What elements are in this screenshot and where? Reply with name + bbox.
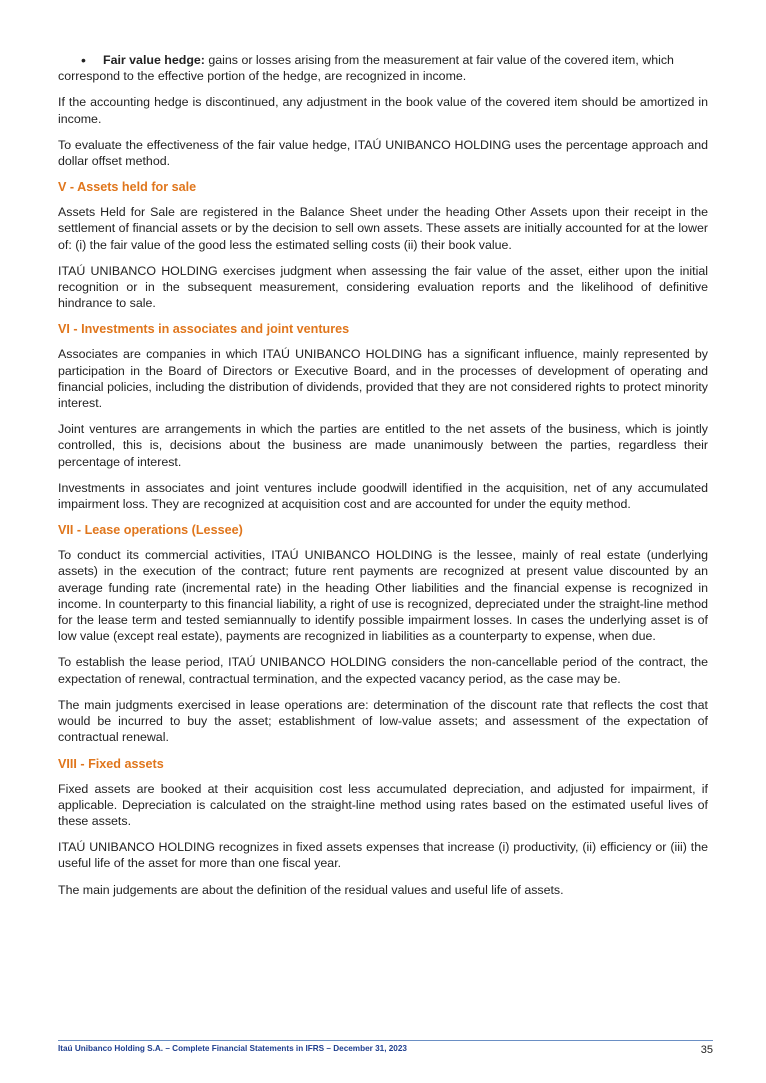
section-paragraph: The main judgments exercised in lease operations are: determination of the discount rate that reflects the cost that would be incurred to buy the asset; establishment of low-value assets; and assessment of the expectation of contractual renewal. — [58, 697, 708, 745]
section-paragraph: Associates are companies in which ITAÚ UNIBANCO HOLDING has a significant influence, mainly represented by participation in the Board of Directors or Executive Board, and in the processes of development of operating and financial policies, including the distribution of dividends, provided that they are not considered rights to protect minority interest. — [58, 347, 708, 411]
section-paragraph: To establish the lease period, ITAÚ UNIBANCO HOLDING considers the non-cancellable period of the contract, the expectation of renewal, contractual termination, and the expected vacancy period, as the case may be. — [58, 655, 708, 686]
page-footer — [58, 1040, 713, 1056]
section-paragraph: ITAÚ UNIBANCO HOLDING recognizes in fixed assets expenses that increase (i) productivity, (ii) efficiency or (iii) the useful life of the asset for more than one fiscal year. — [58, 840, 708, 871]
bullet-icon: • — [81, 52, 86, 68]
footer-text: Itaú Unibanco Holding S.A. – Complete Financial Statements in IFRS – December 31, 2023 — [58, 1044, 407, 1053]
section-paragraph: To conduct its commercial activities, ITAÚ UNIBANCO HOLDING is the lessee, mainly of real estate (underlying assets) in the execution of the contract; future rent payments are recognized at present value discounted by an average funding rate (incremental rate) in the heading Other liabilities and the financial expense is recognized in income. In counterparty to this financial liability, a right of use is recognized, depreciated under the straight-line method for the lease term and tested semiannually to identify possible impairment losses. In cases the underlying asset is of low value (except real estate), payments are recognized in liabilities as a counterparty to expense, when due. — [58, 548, 708, 644]
intro-paragraph: To evaluate the effectiveness of the fair value hedge, ITAÚ UNIBANCO HOLDING uses the percentage approach and dollar offset method. — [58, 137, 708, 169]
intro-paragraph: If the accounting hedge is discontinued, any adjustment in the book value of the covered item should be amortized in income. — [58, 95, 708, 126]
bullet-continuation: correspond to the effective portion of the hedge, are recognized in income. — [58, 69, 467, 84]
bullet-lead: Fair value hedge: — [103, 53, 205, 67]
bullet-paragraph — [58, 52, 708, 84]
bullet-first-line — [58, 52, 708, 68]
bullet-text: gains or losses arising from the measurement at fair value of the covered item, which — [208, 53, 674, 67]
page-number: 35 — [700, 1044, 713, 1056]
section-heading: VIII - Fixed assets — [58, 756, 164, 771]
section-heading: VII - Lease operations (Lessee) — [58, 523, 243, 538]
section-heading: V - Assets held for sale — [58, 180, 197, 195]
section-paragraph: Assets Held for Sale are registered in the Balance Sheet under the heading Other Assets upon their receipt in the settlement of financial assets or by the decision to sell own assets. These assets are initially accounted for at the lower of: (i) the fair value of the good less the estimated selling costs (ii) their book value. — [58, 205, 708, 252]
section-paragraph: The main judgements are about the definition of the residual values and useful life of assets. — [58, 882, 564, 897]
section-paragraph: Fixed assets are booked at their acquisition cost less accumulated depreciation, and adjusted for impairment, if applicable. Depreciation is calculated on the straight-line method using rates based on the estimated useful lives of these assets. — [58, 781, 708, 828]
section-paragraph: Investments in associates and joint ventures include goodwill identified in the acquisition, net of any accumulated impairment loss. They are recognized at acquisition cost and are accounted for under the equity method. — [58, 480, 708, 512]
section-heading: VI - Investments in associates and joint ventures — [58, 322, 350, 337]
section-paragraph: Joint ventures are arrangements in which the parties are entitled to the net assets of the business, which is jointly controlled, this is, decisions about the business are made unanimously between the parties, regardless their percentage of interest. — [58, 422, 708, 469]
section-paragraph: ITAÚ UNIBANCO HOLDING exercises judgment when assessing the fair value of the asset, either upon the initial recognition or in the subsequent measurement, considering evaluation reports and the likelihood of definitive hindrance to sale. — [58, 263, 708, 311]
document-body — [58, 52, 708, 908]
